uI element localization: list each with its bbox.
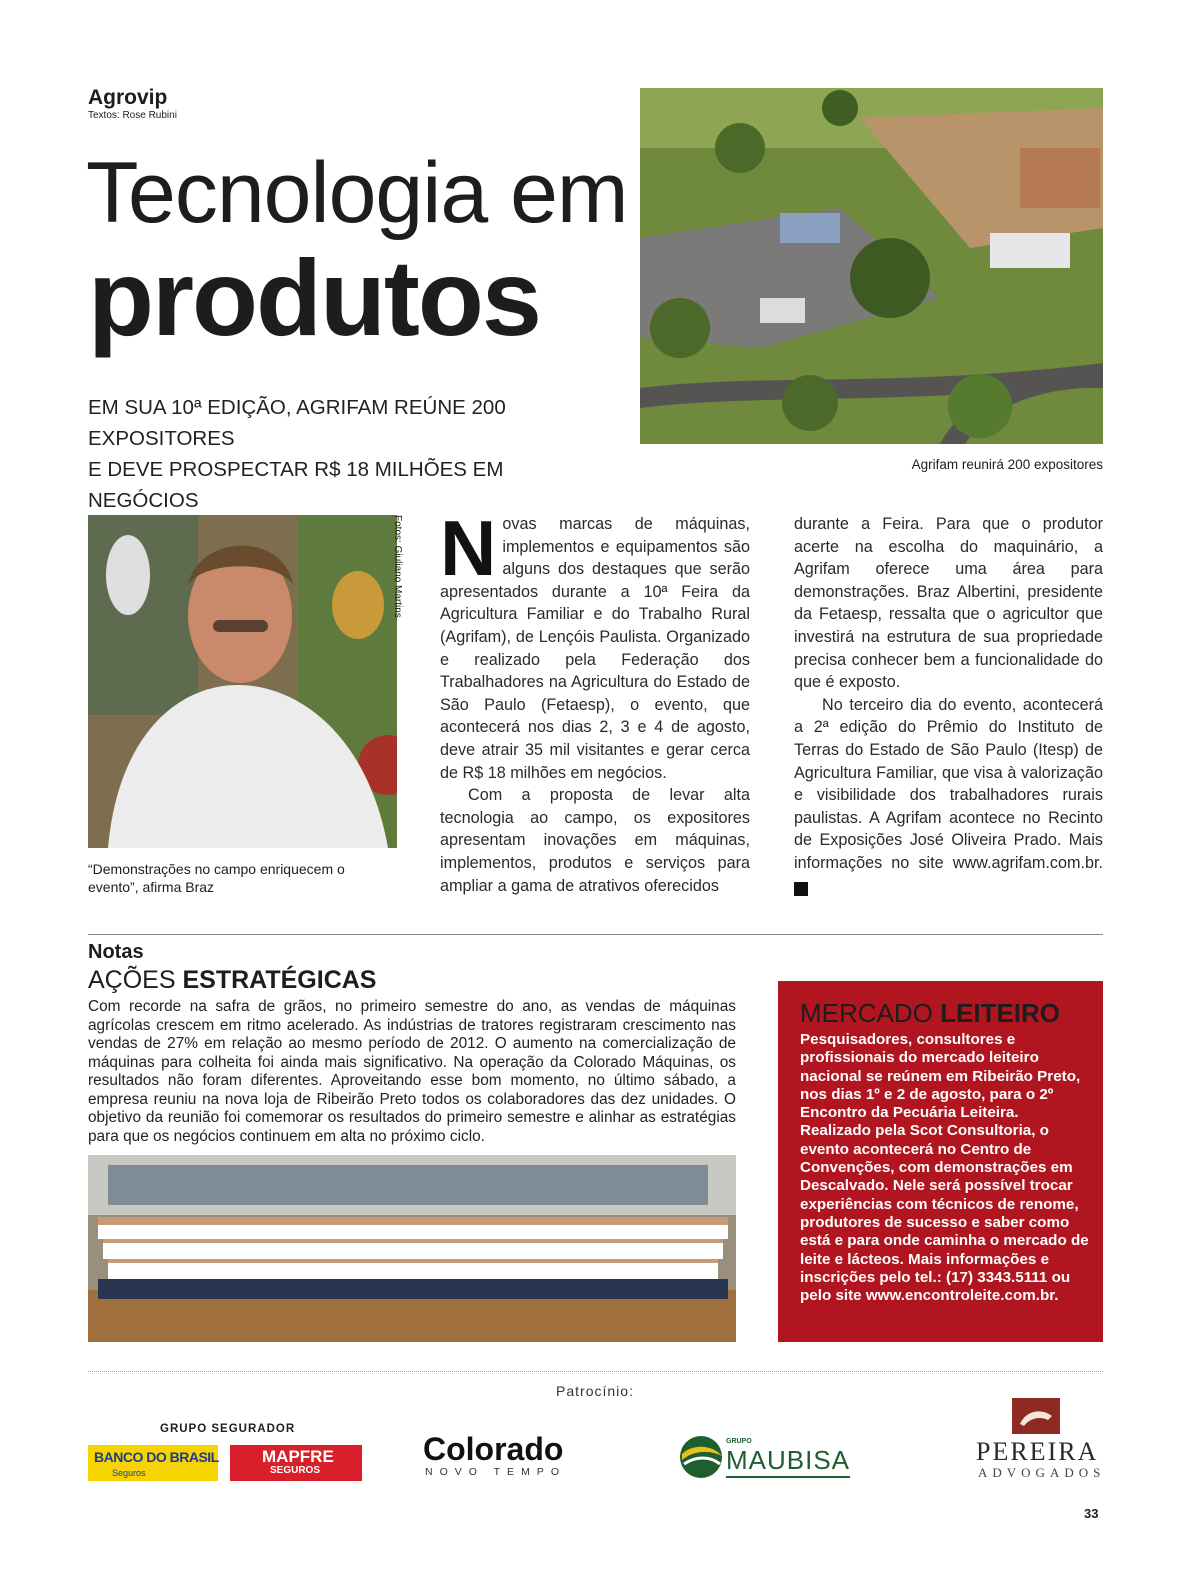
mercado-title-light: MERCADO (800, 998, 941, 1028)
portrait-photo (88, 515, 397, 848)
article-paragraph-1: ovas marcas de máquinas, implementos e equipamentos são alguns dos destaques que serão apresentados durante a 10ª Feira da Agricultura Familiar e do Trabalho Rural (Agrifam), de Lençóis Paulista. Organizado e realizado pela Federação dos Trabalhadores na Agricultura do Estado de São Paulo (Fetaesp), o evento, que acontecerá nos dias 2, 3 e 4 de agosto, deve atrair 35 mil visitantes e gerar cerca de R$ 18 milhões em negócios. (440, 515, 750, 782)
byline: Textos: Rose Rubini (88, 110, 177, 121)
headline-line1: Tecnologia em (86, 145, 628, 241)
mapfre-sub: SEGUROS (270, 1465, 321, 1476)
colorado-logo: Colorado (423, 1431, 564, 1467)
maubisa-swoosh-icon (678, 1434, 724, 1480)
notas-title-light: AÇÕES (88, 966, 183, 994)
page-number: 33 (1084, 1506, 1099, 1521)
notas-title (88, 966, 376, 995)
pereira-bull-icon (1012, 1398, 1060, 1434)
article-column-2 (794, 513, 1103, 897)
photo-credit: Fotos: Giuliano Martins (392, 515, 403, 618)
drop-cap: N (440, 504, 497, 592)
pereira-logo: PEREIRA (976, 1437, 1099, 1466)
article-paragraph-2: Com a proposta de levar alta tecnologia ao campo, os expositores apresentam inovações em máquinas, implementos, produtos e serviços para ampliar a gama de atrativos oferecidos (440, 786, 750, 895)
banco-do-brasil-sub: Seguros (112, 1468, 146, 1478)
banco-do-brasil-name: BANCO DO BRASIL (94, 1449, 219, 1465)
notas-title-bold: ESTRATÉGICAS (182, 966, 377, 994)
subheadline (88, 392, 618, 516)
pereira-subtitle: ADVOGADOS (978, 1465, 1106, 1480)
group-photo-illustration (88, 1155, 736, 1342)
notas-label: Notas (88, 941, 144, 963)
mercado-text: Pesquisadores, consultores e profissionais do mercado leiteiro nacional se reúnem em Ribeirão Preto, nos dias 1º e 2 de agosto, para o 2º Encontro da Pecuária Leiteira. Realizado pela Scot Consultoria, o evento acontecerá no Centro de Convenções, com demonstrações em Descalvado. Nele será possível trocar experiências com técnicos de renome, produtores de sucesso e saber como está e para onde caminha o mercado de leite e lácteos. Mais informações e inscrições pelo tel.: (17) 3343.5111 ou pelo site www.encontroleite.com.br. (800, 1031, 1089, 1305)
mercado-title-bold: LEITEIRO (940, 998, 1061, 1028)
group-photo (88, 1155, 736, 1342)
section-divider (88, 934, 1103, 935)
maubisa-logo: MAUBISA (726, 1445, 850, 1478)
portrait-photo-illustration (88, 515, 397, 848)
aerial-photo-caption: Agrifam reunirá 200 expositores (911, 457, 1103, 472)
article-paragraph-3: durante a Feira. Para que o produtor acerte na escolha do maquinário, a Agrifam oferece uma área para demonstrações. Braz Albertini, presidente da Fetaesp, ressalta que o agricultor que investirá na estrutura de sua propriedade precisa conhecer bem a funcionalidade do que é exposto. (794, 515, 1103, 692)
notas-text: Com recorde na safra de grãos, no primeiro semestre do ano, as vendas de máquinas agrícolas crescem em ritmo acelerado. As indústrias de tratores registraram crescimento nas vendas de 27% em relação ao mesmo período de 2012. O aumento na comercialização de máquinas para colheita foi ainda mais significativo. Na operação da Colorado Máquinas, os resultados não foram diferentes. Aproveitando esse bom momento, no último sábado, a empresa reuniu na nova loja de Ribeirão Preto todos os colaboradores das dez unidades. O objetivo da reunião foi comemorar os resultados do primeiro semestre e alinhar as estratégias para que os negócios continuem em alta no próximo ciclo. (88, 998, 736, 1145)
subheadline-line2: E DEVE PROSPECTAR R$ 18 MILHÕES EM NEGÓCIOS (88, 458, 504, 512)
maubisa-group-label: GRUPO (726, 1438, 752, 1445)
article-paragraph-4: No terceiro dia do evento, acontecerá a 2ª edição do Prêmio do Instituto de Terras do Estado de São Paulo (Itesp) de Agricultura Familiar, que visa à valorização e visibilidade dos trabalhadores rurais paulistas. A Agrifam acontece no Recinto de Exposições José Oliveira Prado. Mais informações no site www.agrifam.com.br. (794, 695, 1103, 872)
subheadline-line1: EM SUA 10ª EDIÇÃO, AGRIFAM REÚNE 200 EXPOSITORES (88, 396, 506, 450)
mapfre-name: MAPFRE (262, 1447, 334, 1466)
sponsor-divider (88, 1371, 1103, 1372)
colorado-tagline: NOVO TEMPO (425, 1466, 566, 1478)
aerial-photo (640, 88, 1103, 444)
sponsors-label: Patrocínio: (556, 1383, 634, 1399)
portrait-caption: “Demonstrações no campo enriquecem o evento”, afirma Braz (88, 861, 345, 895)
grupo-segurador-label: GRUPO SEGURADOR (160, 1423, 296, 1435)
end-mark-icon: r (794, 882, 808, 896)
headline-line2: produtos (88, 237, 540, 358)
article-column-1 (440, 504, 750, 897)
section-label: Agrovip (88, 86, 168, 109)
mercado-title (800, 998, 1060, 1029)
aerial-photo-illustration (640, 88, 1103, 444)
